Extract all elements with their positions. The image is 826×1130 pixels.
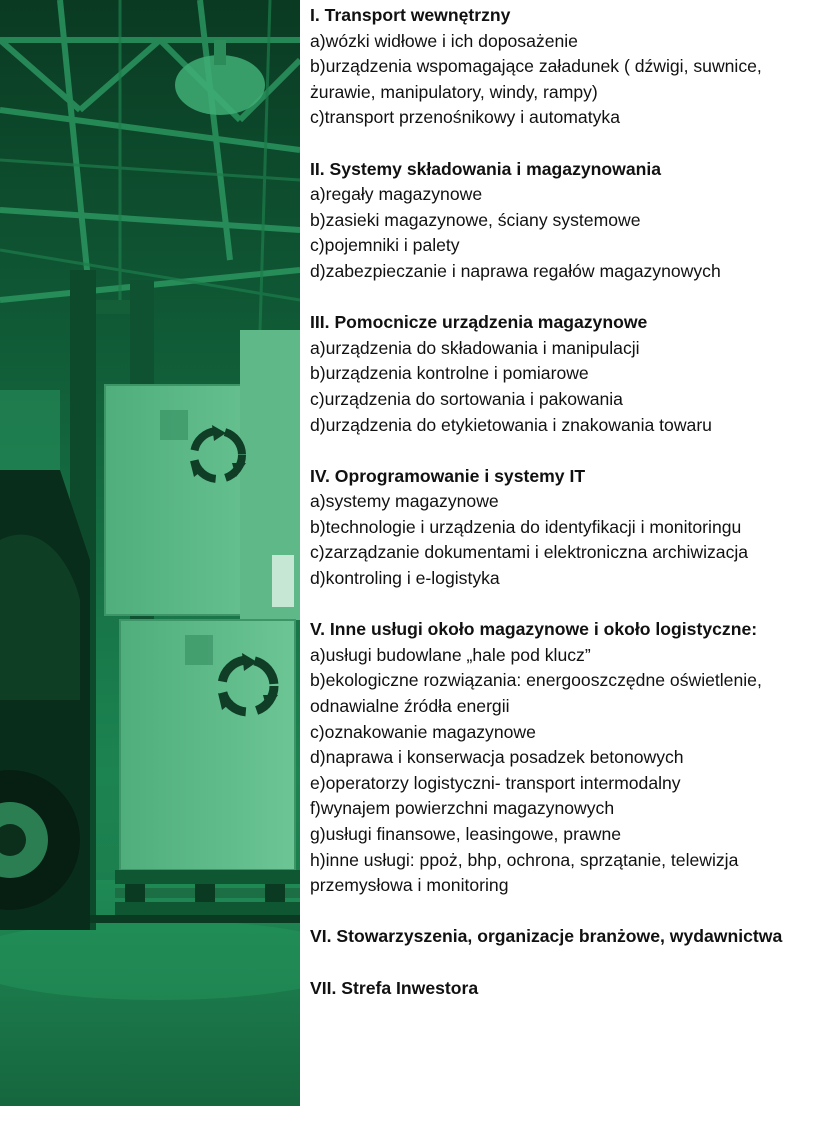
list-item: d)kontroling i e-logistyka — [310, 568, 500, 589]
list-item: d)zabezpieczanie i naprawa regałów magazynowych — [310, 260, 721, 281]
section-storage-systems — [310, 157, 815, 285]
section-title: IV. Oprogramowanie i systemy IT — [310, 465, 586, 486]
section-software-it — [310, 464, 815, 592]
list-item: b)ekologiczne rozwiązania: energooszczędne oświetlenie, odnawialne źródła energii — [310, 670, 762, 717]
section-title: V. Inne usługi około magazynowe i około logistyczne: — [310, 619, 758, 640]
list-item: a)wózki widłowe i ich doposażenie — [310, 30, 578, 51]
list-item: a)regały magazynowe — [310, 184, 483, 205]
section-title: VII. Strefa Inwestora — [310, 977, 479, 998]
section-auxiliary-devices — [310, 310, 815, 438]
list-item: d)naprawa i konserwacja posadzek betonowych — [310, 747, 684, 768]
list-item: c)transport przenośnikowy i automatyka — [310, 107, 620, 128]
list-item: c)oznakowanie magazynowe — [310, 721, 536, 742]
section-investor-zone — [310, 976, 815, 1002]
list-item: a)usługi budowlane „hale pod klucz” — [310, 644, 591, 665]
list-item: f)wynajem powierzchni magazynowych — [310, 798, 615, 819]
section-transport — [310, 3, 815, 131]
list-item: b)urządzenia wspomagające załadunek ( dźwigi, suwnice, żurawie, manipulatory, windy, rampy) — [310, 56, 762, 102]
forklift-illustration — [0, 0, 300, 1106]
list-item: a)systemy magazynowe — [310, 491, 499, 512]
section-other-services — [310, 617, 815, 899]
list-item: b)technologie i urządzenia do identyfikacji i monitoringu — [310, 516, 742, 537]
section-title: II. Systemy składowania i magazynowania — [310, 158, 662, 179]
list-item: e)operatorzy logistyczni- transport intermodalny — [310, 772, 681, 793]
list-item: c)urządzenia do sortowania i pakowania — [310, 388, 623, 409]
list-item: d)urządzenia do etykietowania i znakowania towaru — [310, 414, 712, 435]
forklift-photo-panel — [0, 0, 300, 1106]
list-item: b)zasieki magazynowe, ściany systemowe — [310, 209, 641, 230]
list-item: b)urządzenia kontrolne i pomiarowe — [310, 363, 589, 384]
section-title: III. Pomocnicze urządzenia magazynowe — [310, 312, 648, 333]
section-associations — [310, 924, 815, 950]
list-item: c)pojemniki i palety — [310, 235, 460, 256]
list-item: h)inne usługi: ppoż, bhp, ochrona, sprzątanie, telewizja przemysłowa i monitoring — [310, 849, 739, 896]
list-item: c)zarządzanie dokumentami i elektroniczna archiwizacja — [310, 542, 749, 563]
section-title: VI. Stowarzyszenia, organizacje branżowe, wydawnictwa — [310, 926, 783, 947]
category-list — [310, 3, 815, 1027]
list-item: g)usługi finansowe, leasingowe, prawne — [310, 824, 622, 844]
list-item: a)urządzenia do składowania i manipulacji — [310, 337, 640, 358]
section-title: I. Transport wewnętrzny — [310, 5, 511, 25]
